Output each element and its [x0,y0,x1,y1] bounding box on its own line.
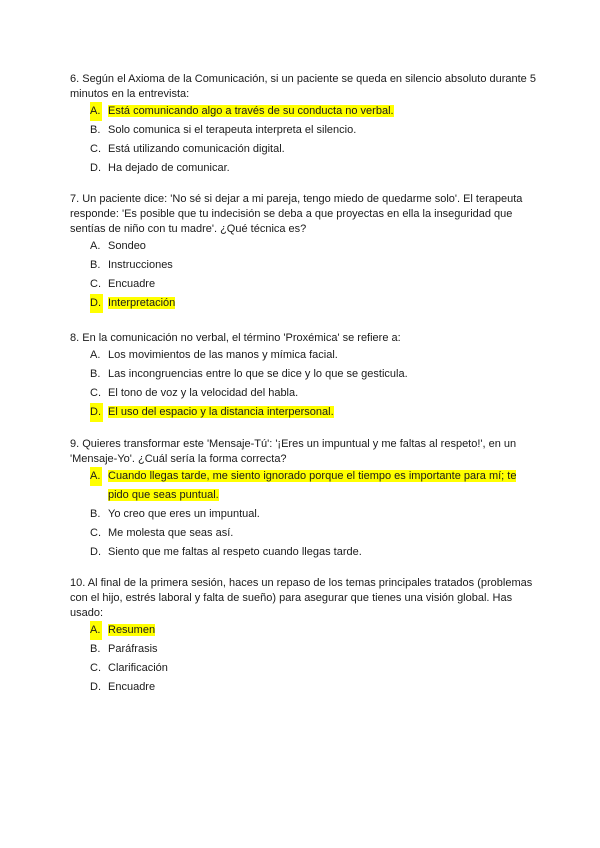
option-d [70,294,540,313]
option-a [70,467,540,505]
option-a [70,346,540,365]
option-letter: A. [90,467,102,486]
option-c [70,659,540,678]
option-letter: D. [90,546,101,558]
option-text: Yo creo que eres un impuntual. [108,508,260,520]
option-b [70,505,540,524]
option-text: Me molesta que seas así. [108,527,234,539]
option-text-highlighted: Está comunicando algo a través de su conducta no verbal. [108,105,394,117]
option-letter: B. [90,368,101,380]
option-letter: D. [90,681,101,693]
option-letter: D. [90,162,101,174]
question-stem: 10. Al final de la primera sesión, haces un repaso de los temas principales tratados (problemas con el hijo, estrés laboral y falta de sueño) para asegurar que tienes una visión global. Has usado: [70,577,533,619]
options-list [70,237,540,313]
option-text-highlighted: Cuando llegas tarde, me siento ignorado porque el tiempo es importante para mí; te pido que seas puntual. [108,470,517,501]
option-b [70,640,540,659]
option-letter: B. [90,259,101,271]
question-stem: 8. En la comunicación no verbal, el término 'Proxémica' se refiere a: [70,332,401,344]
option-letter: A. [90,102,102,121]
option-letter: D. [90,294,103,313]
options-list [70,621,540,697]
option-text: Los movimientos de las manos y mímica facial. [108,349,338,361]
option-text: Las incongruencias entre lo que se dice y lo que se gesticula. [108,368,408,380]
option-letter: B. [90,508,101,520]
option-d [70,159,540,178]
option-letter: C. [90,662,101,674]
option-letter: B. [90,124,101,136]
option-text: Solo comunica si el terapeuta interpreta el silencio. [108,124,357,136]
option-d [70,403,540,422]
option-letter: A. [90,349,101,361]
option-letter: D. [90,403,103,422]
option-a [70,102,540,121]
question-9 [70,437,540,562]
option-b [70,256,540,275]
options-list [70,102,540,178]
option-letter: B. [90,643,101,655]
option-b [70,121,540,140]
option-text: El tono de voz y la velocidad del habla. [108,387,299,399]
option-text: Paráfrasis [108,643,158,655]
question-8 [70,331,540,422]
option-a [70,237,540,256]
option-letter: C. [90,278,101,290]
option-text: Instrucciones [108,259,173,271]
question-stem: 9. Quieres transformar este 'Mensaje-Tú': '¡Eres un impuntual y me faltas al respeto!', en un 'Mensaje-Yo'. ¿Cuál sería la forma correcta? [70,438,517,465]
option-c [70,384,540,403]
option-text-highlighted: Resumen [108,624,156,636]
option-d [70,543,540,562]
options-list [70,467,540,562]
option-c [70,524,540,543]
options-list [70,346,540,422]
option-d [70,678,540,697]
option-letter: A. [90,621,102,640]
option-letter: A. [90,240,101,252]
option-text-highlighted: El uso del espacio y la distancia interpersonal. [108,406,334,418]
option-text: Encuadre [108,681,156,693]
option-c [70,140,540,159]
option-text: Encuadre [108,278,156,290]
option-letter: C. [90,527,101,539]
question-7 [70,192,540,313]
option-b [70,365,540,384]
option-a [70,621,540,640]
option-text: Está utilizando comunicación digital. [108,143,285,155]
option-text-highlighted: Interpretación [108,297,176,309]
option-c [70,275,540,294]
question-stem: 7. Un paciente dice: 'No sé si dejar a mi pareja, tengo miedo de quedarme solo'. El terapeuta responde: 'Es posible que tu indecisión se deba a que proyectas en ella la inseguridad que sentías de niño con tu madre'. ¿Qué técnica es? [70,193,523,235]
option-text: Ha dejado de comunicar. [108,162,230,174]
option-text: Sondeo [108,240,146,252]
option-text: Siento que me faltas al respeto cuando llegas tarde. [108,546,362,558]
question-stem: 6. Según el Axioma de la Comunicación, si un paciente se queda en silencio absoluto durante 5 minutos en la entrevista: [70,73,536,100]
option-letter: C. [90,143,101,155]
option-text: Clarificación [108,662,168,674]
question-10 [70,576,540,697]
question-6 [70,72,540,178]
option-letter: C. [90,387,101,399]
